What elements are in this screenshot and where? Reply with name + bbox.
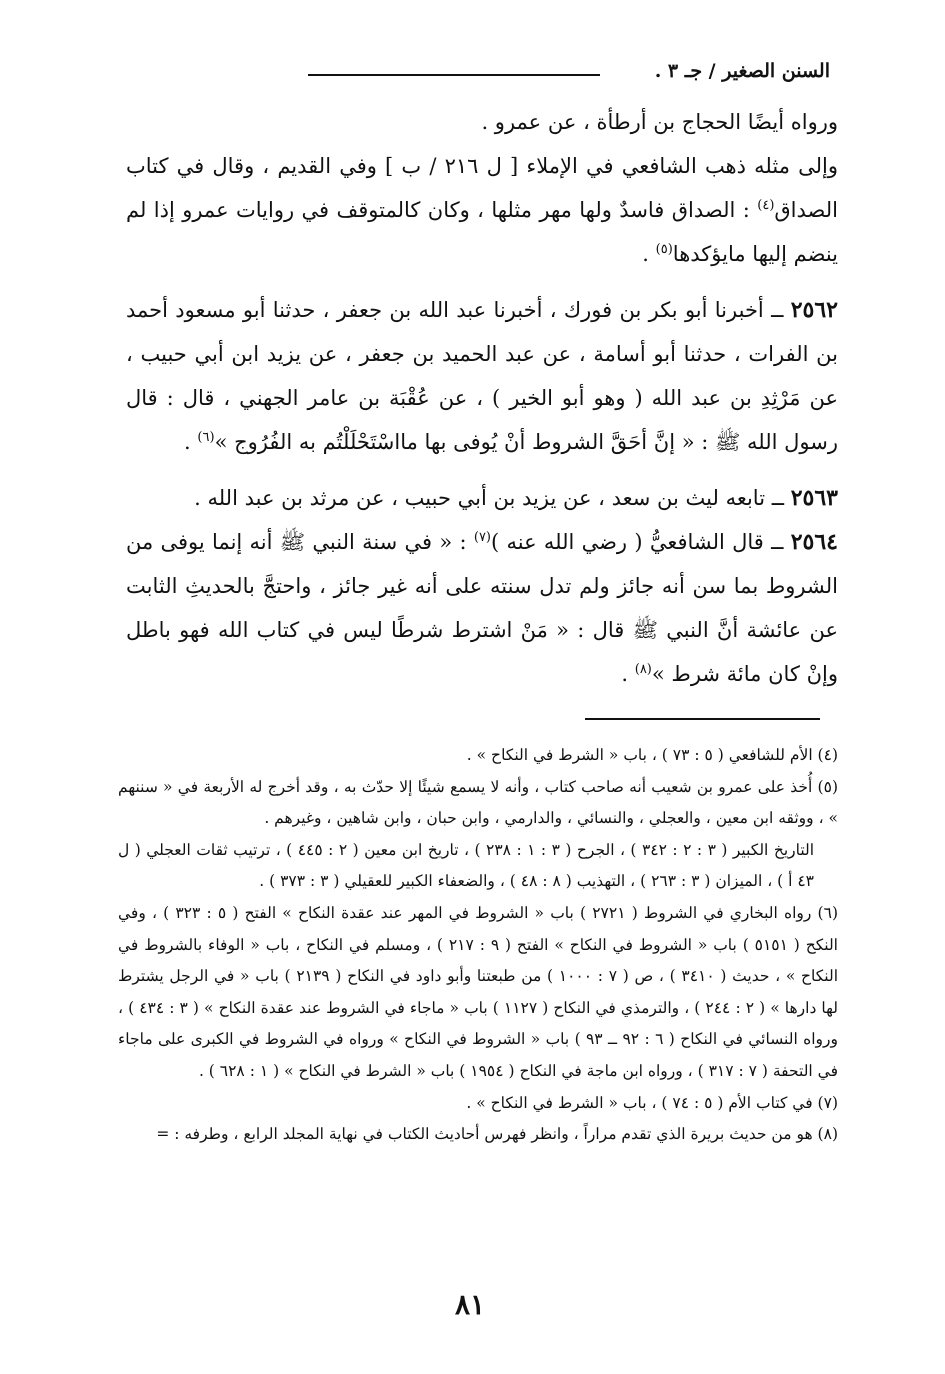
hadith-number: ٢٥٦٤ [790, 529, 838, 555]
hadith-number: ٢٥٦٢ [790, 297, 838, 323]
hadith-2563 [126, 476, 838, 520]
hadith-end: . [184, 430, 191, 454]
hadith-number: ٢٥٦٣ [790, 485, 838, 511]
page-number: ٨١ [454, 1288, 486, 1321]
footnote-ref-8[interactable]: (٨) [634, 662, 652, 677]
paragraph-2: وإلى مثله ذهب الشافعي في الإملاء [ ل ٢١٦ / ب ] وفي القديم ، وقال في كتاب الصداق$^{(٤)}$ : الصداق فاسدٌ ولها مهر مثلها ، وكان كالمتوقف في روايات عمرو إذا لم ينضم إليها مايؤكدها$^{(٥)}$ . [126, 154, 838, 266]
footnote-4: (٤) الأم للشافعي ( ٥ : ٧٣ ) ، باب « الشرط في النكاح » . [466, 746, 838, 764]
paragraph-3-text: الصداق فاسدٌ ولها مهر مثلها ، وكان كالمتوقف في روايات عمرو إذا لم ينضم إليها مايؤكدها [126, 198, 838, 266]
running-head [118, 60, 830, 94]
footnote-5: (٥) أُخذ على عمرو بن شعيب أنه صاحب كتاب ، وأنه لا يسمع شيئًا إلا حدّث به ، وقد أخرج له الأربعة في « سننهم » ، ووثقه ابن معين ، والعجلي ، والنسائي ، والدارمي ، وابن حبان ، وابن شاهين ، وغيرهم . [118, 777, 838, 828]
footnote-7: (٧) في كتاب الأم ( ٥ : ٧٤ ) ، باب « الشرط في النكاح » . [466, 1093, 838, 1112]
footnotes-separator [585, 718, 820, 720]
paragraph-1 [126, 100, 838, 144]
running-head-title: السنن الصغير / جـ ٣ . [654, 60, 830, 82]
footnote-ref-4[interactable]: (٤) [757, 198, 775, 213]
footnote-6: (٦) رواه البخاري في الشروط ( ٢٧٢١ ) باب « الشروط في المهر عند عقدة النكاح » الفتح ( ٥ : ٣٢٣ ) ، وفي النكح ( ٥١٥١ ) باب « الشروط في النكاح » الفتح ( ٩ : ٢١٧ ) ، ومسلم في النكاح ، باب « الوفاء بالشروط في النكاح » ، حديث ( ٣٤١٠ ) ، ص ( ٧ : ١٠٠٠ ) من طبعتنا وأبو داود في النكاح ( ٢١٣٩ ) باب « في الرجل يشترط لها دارها » ( ٢ : ٢٤٤ ) ، والترمذي في النكاح ( ١١٢٧ ) باب « ماجاء في الشروط عند عقدة النكاح » ( ٣ : ٤٣٤ ) ، ورواه النسائي في النكاح ( ٦ : ٩٢ ــ ٩٣ ) باب « الشروط في النكاح » ورواه في الشروط في الكبرى على ماجاء في التحفة ( ٧ : ٣١٧ ) ، ورواه ابن ماجة في النكاح ( ١٩٥٤ ) باب « الشرط في النكاح » ( ١ : ٦٢٨ ) . [118, 903, 839, 1080]
footnotes [118, 740, 838, 1151]
footnote-ref-6[interactable]: (٦) [197, 430, 215, 445]
paragraph-1-text: ورواه أيضًا الحجاج بن أرطأة ، عن عمرو . [481, 110, 838, 134]
running-head-rule [308, 74, 600, 76]
paragraph-2-text: وإلى مثله ذهب الشافعي في الإملاء [ ل ٢١٦ / ب ] وفي القديم ، وقال في كتاب الصداق [126, 154, 838, 222]
hadith-text-after: : « في سنة النبي ﷺ أنه إنما يوفى من الشروط بما سن أنه جائز ولم تدل سنته على أنه غير جائز ، واحتجَّ بالحديثِ الثابت عن عائشة أنَّ النبي ﷺ قال : « مَنْ اشترط شرطًا ليس في كتاب الله فهو باطل وإنْ كان مائة شرط » [126, 530, 838, 686]
hadith-text: أخبرنا أبو بكر بن فورك ، أخبرنا عبد الله بن جعفر ، حدثنا أبو مسعود أحمد بن الفرات ، حدثنا أبو أسامة ، عن عبد الحميد بن جعفر ، عن يزيد ابن أبي حبيب ، عن مَرْثِدِ بن عبد الله ( وهو أبو الخير ) ، عن عُقْبَة بن عامر الجهني ، قال : قال رسول الله ﷺ : « إنَّ أحَقَّ الشروط أنْ يُوفى بها مااسْتَحْلَلْتُم به الفُرُوج » [126, 298, 838, 454]
hadith-text-before: قال الشافعيُّ ( رضي الله عنه ) [491, 530, 764, 554]
hadith-dash: ــ [771, 530, 784, 554]
hadith-text: تابعه ليث بن سعد ، عن يزيد بن أبي حبيب ، عن مرثد بن عبد الله . [194, 486, 766, 510]
hadith-dash: ــ [771, 298, 784, 322]
footnote-5-sources: التاريخ الكبير ( ٣ : ٢ : ٣٤٢ ) ، الجرح ( ٣ : ١ : ٢٣٨ ) ، تاريخ ابن معين ( ٢ : ٤٤٥ ) ، ترتيب ثقات العجلي ( ل ٤٣ أ ) ، الميزان ( ٣ : ٢٦٣ ) ، التهذيب ( ٨ : ٤٨ ) ، والضعفاء الكبير للعقيلي ( ٣ : ٣٧٣ ) . [118, 840, 815, 891]
footnote-8: (٨) هو من حديث بريرة الذي تقدم مراراً ، وانظر فهرس أحاديث الكتاب في نهاية المجلد الرابع ، وطرفه : = [156, 1125, 838, 1144]
hadith-end: . [621, 662, 629, 686]
hadith-dash: ــ [771, 486, 785, 510]
hadith-2562 [126, 288, 838, 464]
footnote-ref-5[interactable]: (٥) [655, 242, 673, 257]
main-text [126, 100, 838, 696]
hadith-2564 [126, 520, 838, 696]
footnote-ref-7[interactable]: (٧) [473, 530, 491, 545]
